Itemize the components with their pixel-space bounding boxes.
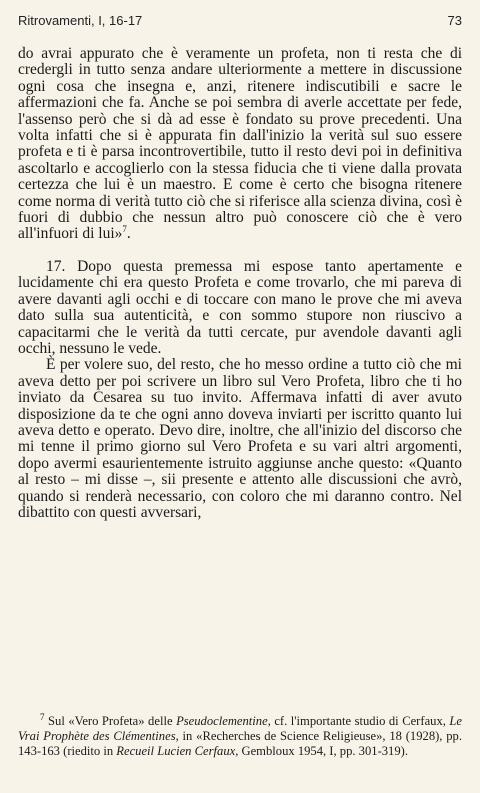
page-number: 73 — [447, 12, 462, 28]
running-header — [18, 10, 462, 30]
footnote-text: , in «Recherches de Science Religieuse», 18 (1928), pp. 143-163 (riedito in — [18, 729, 463, 758]
main-text — [18, 46, 462, 521]
paragraph-text: do avrai appurato che è veramente un profeta, non ti resta che di credergli in tutto senza andare ulteriormente a mettere in discussione ogni cosa che insegna e, anzi, ritenere indiscutibili e sacre le affermazioni che fa. Anche se poi sembra di averle accettate per fede, l'assenso però che si dà ad esse è fondato su prove precedenti. Una volta infatti che si è appurata fin dall'inizio la verità sul suo essere profeta e ti è parsa incontrovertibile, tutto il resto devi poi in definitiva ascoltarlo e accoglierlo con la stessa fiducia che ti viene dalla provata certezza che lui è un maestro. E come è certo che bisogna ritenere come norma di verità tutto ciò che si riferisce alla scienza divina, così è fuori di dubbio che nessun altro può conoscere ciò che è vero all'infuori di lui» — [18, 45, 462, 243]
footnote-italic-title: Pseudoclementine — [176, 714, 268, 728]
running-title: Ritrovamenti, I, 16-17 — [18, 12, 143, 28]
footnote-text: , cf. l'importante studio di Cerfaux, — [267, 714, 446, 728]
footnote — [18, 711, 463, 759]
paragraph-continued: do avrai appurato che è veramente un profeta, non ti resta che di credergli in tutto senza andare ulteriormente a mettere in discussione ogni cosa che insegna e, anzi, ritenere indiscutibili e sacre le affermazioni che fa. Anche se poi sembra di averle accettate per fede, l'assenso però che si dà ad esse è fondato su prove precedenti. Una volta infatti che si è appurata fin dall'inizio la verità sul suo essere profeta e ti è parsa incontrovertibile, tutto il resto devi poi in definitiva ascoltarlo e accoglierlo con la stessa fiducia che ti viene dalla provata certezza che lui è un maestro. E come è certo che bisogna ritenere come norma di verità tutto ciò che si riferisce alla scienza divina, così è fuori di dubbio che nessun altro può conoscere ciò che è vero all'infuori di lui»$^7$. — [18, 45, 462, 243]
footnote-italic-title: Le Vrai Prophète des Clémentines — [18, 714, 463, 743]
paragraph-section-17: 17. Dopo questa premessa mi espose tanto apertamente e lucidamente chi era questo Profeta e come trovarlo, che mi pareva di avere davanti agli occhi e di toccare con mano le prove che mi aveva dato sulla sua autenticità, e con sommo stupore non riuscivo a capacitarmi che le verità da tutti cercate, pur avendole davanti agli occhi, nessuno le vede. — [18, 257, 462, 357]
footnote-text: , Gembloux 1954, I, pp. 301-319). — [235, 744, 408, 758]
footnote-text: Sul «Vero Profeta» delle — [48, 714, 173, 728]
footnote-reference: 7 — [122, 224, 127, 235]
section-gap — [18, 243, 462, 259]
footnote-italic-title: Recueil Lucien Cerfaux — [116, 744, 236, 758]
footnote-number: 7 — [40, 711, 45, 722]
paragraph: È per volere suo, del resto, che ho messo ordine a tutto ciò che mi aveva detto per poi scrivere un libro sul Vero Profeta, libro che ti ho inviato da Cesarea su tuo invito. Affermava infatti di aver avuto disposizione da te che ogni anno doveva inviarti per iscritto quanto lui aveva detto e operato. Devo dire, inoltre, che all'inizio del discorso che mi tenne il primo giorno sul Vero Profeta e su vari altri argomenti, dopo avermi esaurientemente istruito aggiunse anche questo: «Quanto al resto – mi disse –, sii presente e attento alle discussioni che avrò, quando si renderà necessario, con coloro che mi daranno contro. Nel dibattito con questi avversari, — [18, 356, 462, 521]
